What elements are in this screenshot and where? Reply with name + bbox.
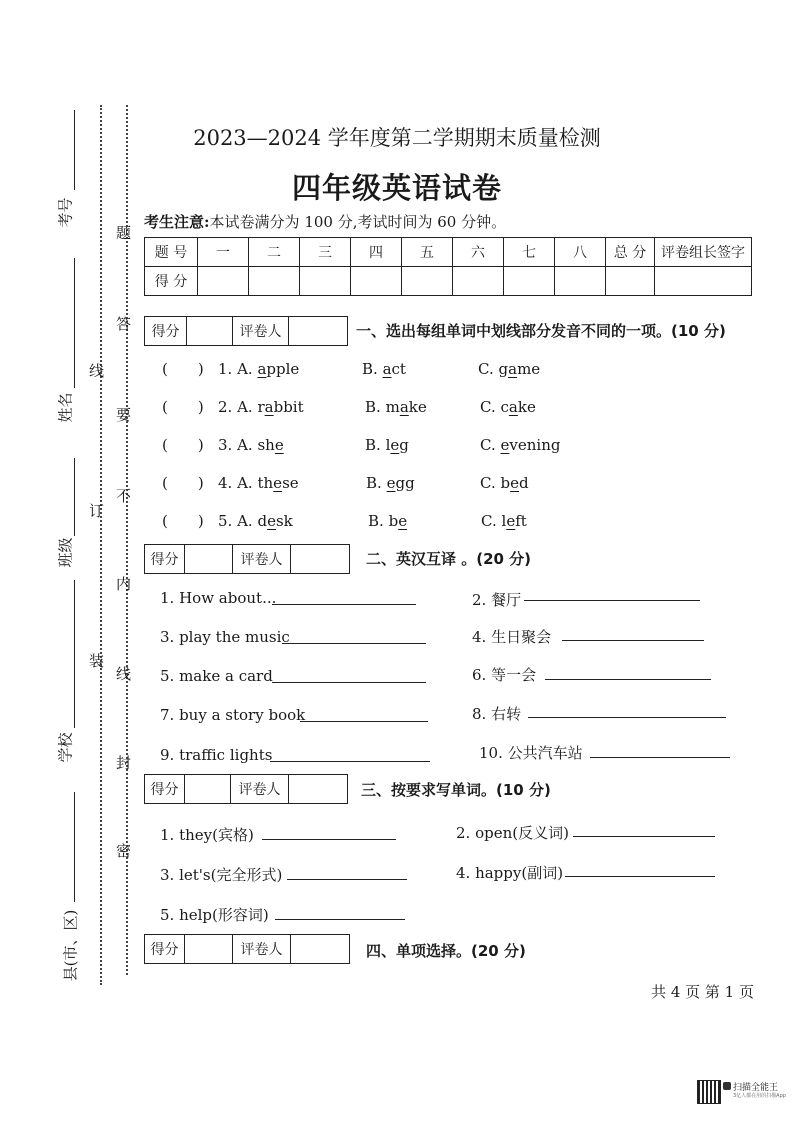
seal-char: 题 <box>116 224 132 242</box>
score-blank[interactable] <box>187 317 233 345</box>
school-line <box>74 580 75 728</box>
seal-char: 线 <box>89 362 105 380</box>
question-label: 10. 公共汽车站 <box>479 744 583 762</box>
question-label: 1. they(宾格) <box>160 826 254 844</box>
answer-blank[interactable] <box>262 839 396 840</box>
notice-text: 本试卷满分为 100 分,考试时间为 60 分钟。 <box>209 213 507 231</box>
grader-blank[interactable] <box>289 317 346 345</box>
section1-title: 一、选出每组单词中划线部分发音不同的一项。(10 分) <box>356 322 726 340</box>
exam-subtitle: 四年级英语试卷 <box>291 171 502 205</box>
score-blank[interactable] <box>185 775 231 803</box>
table-cell: 七 <box>504 238 555 267</box>
qr-code-icon <box>697 1080 721 1104</box>
section1-score-box <box>144 316 348 346</box>
option-a: 5. A. desk <box>218 512 293 530</box>
answer-paren[interactable]: ( ) <box>162 436 204 454</box>
student-no-label: 考号 <box>56 197 75 228</box>
answer-blank[interactable] <box>282 643 426 644</box>
grader-blank[interactable] <box>289 775 346 803</box>
question-label: 2. open(反义词) <box>456 824 569 842</box>
county-line <box>74 792 75 902</box>
table-cell: 题 号 <box>145 238 198 267</box>
question-label: 6. 等一会 <box>472 666 537 684</box>
seal-char: 要 <box>116 406 132 424</box>
question-label: 3. play the music <box>160 628 290 646</box>
score-input-cell[interactable] <box>351 267 402 296</box>
exam-title: 2023—2024 学年度第二学期期末质量检测 <box>193 126 601 150</box>
table-cell: 四 <box>351 238 402 267</box>
question-label: 2. 餐厅 <box>472 591 522 609</box>
answer-blank[interactable] <box>275 919 405 920</box>
option-c: C. evening <box>480 436 561 454</box>
seal-char: 答 <box>116 315 132 333</box>
score-blank[interactable] <box>185 545 233 573</box>
name-label: 姓名 <box>56 392 75 423</box>
option-b: B. leg <box>365 436 409 454</box>
answer-paren[interactable]: ( ) <box>162 512 204 530</box>
table-cell: 三 <box>300 238 351 267</box>
seal-char: 订 <box>89 502 105 520</box>
question-label: 8. 右转 <box>472 705 522 723</box>
question-label: 4. happy(副词) <box>456 864 564 882</box>
option-b: B. make <box>365 398 427 416</box>
score-table-header-row <box>145 238 752 267</box>
option-b: B. egg <box>366 474 415 492</box>
seal-char: 装 <box>89 652 105 670</box>
table-cell: 五 <box>402 238 453 267</box>
table-cell: 八 <box>555 238 606 267</box>
section2-score-box <box>144 544 350 574</box>
section3-score-box <box>144 774 348 804</box>
option-a: 4. A. these <box>218 474 299 492</box>
answer-blank[interactable] <box>287 879 407 880</box>
seal-dotted-line-outer <box>100 105 102 985</box>
grader-label: 评卷人 <box>233 317 289 345</box>
school-label: 学校 <box>56 732 75 763</box>
seal-char: 内 <box>116 575 132 593</box>
score-label: 得分 <box>145 317 187 345</box>
option-a: 3. A. she <box>218 436 284 454</box>
answer-blank[interactable] <box>272 604 416 605</box>
score-input-cell[interactable] <box>249 267 300 296</box>
answer-blank[interactable] <box>272 682 426 683</box>
option-b: B. be <box>368 512 408 530</box>
answer-blank[interactable] <box>270 761 430 762</box>
seal-char: 封 <box>116 754 132 772</box>
answer-blank[interactable] <box>573 836 715 837</box>
seal-char: 线 <box>116 665 132 683</box>
score-label: 得分 <box>145 775 185 803</box>
score-table <box>144 237 752 296</box>
answer-blank[interactable] <box>300 721 428 722</box>
option-c: C. cake <box>480 398 536 416</box>
option-a: 1. A. apple <box>218 360 300 378</box>
score-label: 得分 <box>145 935 185 963</box>
section3-title: 三、按要求写单词。(10 分) <box>361 781 551 799</box>
score-input-cell[interactable] <box>655 267 752 296</box>
grader-label: 评卷人 <box>233 935 291 963</box>
grader-blank[interactable] <box>291 935 348 963</box>
answer-blank[interactable] <box>565 876 715 877</box>
class-line <box>74 458 75 536</box>
table-cell: 二 <box>249 238 300 267</box>
score-input-cell[interactable] <box>606 267 655 296</box>
grader-blank[interactable] <box>291 545 348 573</box>
question-label: 9. traffic lights <box>160 746 273 764</box>
scanner-logo-icon <box>723 1082 731 1090</box>
grader-label: 评卷人 <box>233 545 291 573</box>
option-c: C. bed <box>480 474 529 492</box>
answer-paren[interactable]: ( ) <box>162 474 204 492</box>
answer-blank[interactable] <box>590 757 730 758</box>
score-table-score-row <box>145 267 752 296</box>
answer-blank[interactable] <box>562 640 704 641</box>
table-cell: 一 <box>198 238 249 267</box>
score-input-cell[interactable] <box>402 267 453 296</box>
question-label: 1. How about... <box>160 589 277 607</box>
section4-score-box <box>144 934 350 964</box>
table-cell: 六 <box>453 238 504 267</box>
table-cell: 总 分 <box>606 238 655 267</box>
notice-label: 考生注意: <box>144 213 210 231</box>
answer-paren[interactable]: ( ) <box>162 398 204 416</box>
answer-blank[interactable] <box>524 600 700 601</box>
option-a: 2. A. rabbit <box>218 398 304 416</box>
score-input-cell[interactable] <box>504 267 555 296</box>
score-input-cell[interactable] <box>198 267 249 296</box>
name-line <box>74 258 75 388</box>
class-label: 班级 <box>56 537 75 568</box>
seal-char: 密 <box>116 842 132 860</box>
question-label: 3. let's(完全形式) <box>160 866 283 884</box>
seal-char: 不 <box>116 487 132 505</box>
grader-label: 评卷人 <box>231 775 289 803</box>
scanner-app-name: 扫描全能王 <box>733 1083 779 1093</box>
section4-title: 四、单项选择。(20 分) <box>366 942 526 960</box>
page-number: 共 4 页 第 1 页 <box>651 983 754 1001</box>
question-label: 5. help(形容词) <box>160 906 269 924</box>
answer-blank[interactable] <box>528 717 726 718</box>
section2-title: 二、英汉互译 。(20 分) <box>366 550 532 568</box>
table-cell: 评卷组长签字 <box>655 238 752 267</box>
score-blank[interactable] <box>185 935 233 963</box>
answer-paren[interactable]: ( ) <box>162 360 204 378</box>
score-input-cell[interactable] <box>555 267 606 296</box>
question-label: 5. make a card <box>160 667 273 685</box>
notice <box>144 211 506 232</box>
option-c: C. left <box>481 512 527 530</box>
county-label: 县(市、区) <box>61 909 80 982</box>
score-input-cell[interactable] <box>453 267 504 296</box>
scanner-tagline: 3亿人都在用的扫描App <box>733 1093 786 1099</box>
answer-blank[interactable] <box>545 679 711 680</box>
table-cell: 得 分 <box>145 267 198 296</box>
score-input-cell[interactable] <box>300 267 351 296</box>
score-label: 得分 <box>145 545 185 573</box>
question-label: 4. 生日聚会 <box>472 628 552 646</box>
question-label: 7. buy a story book <box>160 706 306 724</box>
option-c: C. game <box>478 360 541 378</box>
option-b: B. act <box>362 360 406 378</box>
